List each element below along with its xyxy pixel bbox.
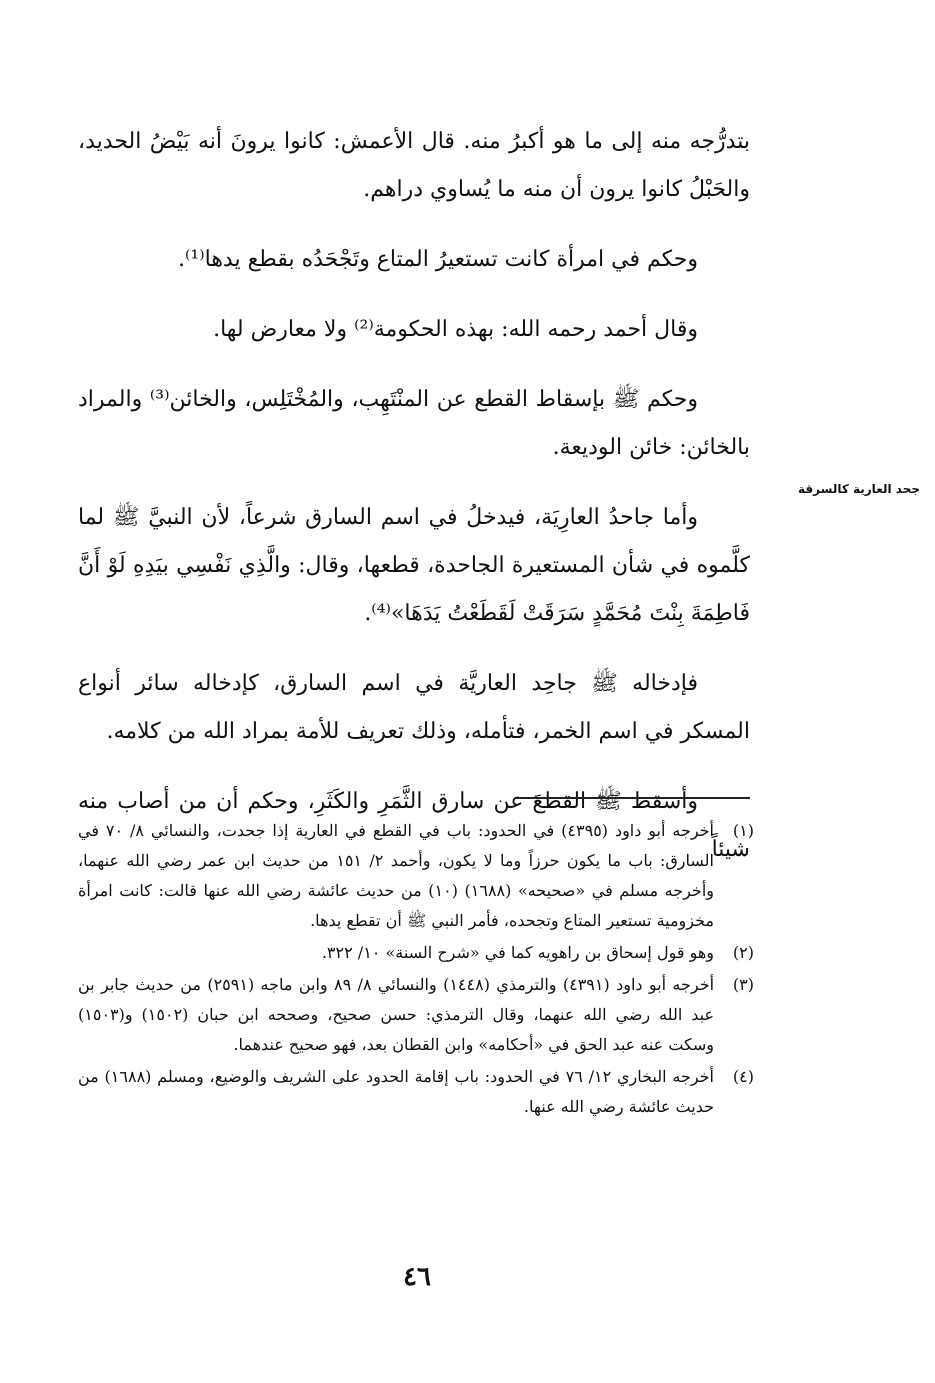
paragraph-2: وحكم في امرأة كانت تستعيرُ المتاع وتَجْحَدُه بقطع يدها⁽¹⁾.	[177, 247, 698, 272]
footnote-2	[78, 938, 754, 968]
footnote-text: أخرجه أبو داود (٤٣٩١) والترمذي (١٤٤٨) والنسائي ٨/ ٨٩ وابن ماجه (٢٥٩١) من حديث جابر بن عبد الله رضي الله عنهما، وقال الترمذي: حسن صحيح، وصححه ابن حبان (١٥٠٢) و(١٥٠٣) وسكت عنه عبد الحق في «أحكامه» وابن القطان بعد، فهو صحيح عندهما.	[78, 975, 715, 1054]
margin-note: جحد العارية كالسرقة	[798, 482, 920, 496]
footnote-text: أخرجه البخاري ١٢/ ٧٦ في الحدود: باب إقامة الحدود على الشريف والوضيع، ومسلم (١٦٨٨) من حديث عائشة رضي الله عنها.	[78, 1067, 714, 1116]
footnote-text: وهو قول إسحاق بن راهويه كما في «شرح السنة» ١٠/ ٣٢٢.	[321, 943, 714, 962]
paragraph-6: فإدخاله ﷺ جاحِد العاريَّة في اسم السارق، كإدخاله سائر أنواع المسكر في اسم الخمر، فتأمله، وذلك تعريف للأمة بمراد الله من كلامه.	[78, 671, 750, 744]
footnote-separator	[516, 797, 750, 799]
paragraph-5: وأما جاحدُ العارِيَة، فيدخلُ في اسم السارق شرعاً، لأن النبيَّ ﷺ لما كلَّموه في شأن المستعيرة الجاحدة، قطعها، وقال: والَّذِي نَفْسِي بيَدِهِ لَوْ أَنَّ فَاطِمَةَ بِنْتَ مُحَمَّدٍ سَرَقَتْ لَقَطَعْتُ يَدَهَا»⁽⁴⁾.	[78, 505, 750, 626]
footnote-number: (٣)	[732, 975, 754, 994]
footnote-number: (١)	[732, 821, 754, 840]
paragraph-3: وقال أحمد رحمه الله: بهذه الحكومة⁽²⁾ ولا معارض لها.	[213, 317, 698, 342]
main-text	[78, 118, 750, 896]
footnotes	[78, 816, 754, 1124]
footnote-1	[78, 816, 754, 936]
paragraph-1: بتدرُّجه منه إلى ما هو أكبرُ منه. قال الأعمش: كانوا يرونَ أنه بَيْضُ الحديد، والحَبْلُ كانوا يرون أن منه ما يُساوي دراهم.	[78, 129, 750, 202]
paragraph-4: وحكم ﷺ بإسقاط القطع عن المنْتَهِب، والمُخْتَلِس، والخائن⁽³⁾ والمراد بالخائن: خائن الوديعة.	[78, 387, 750, 460]
footnote-number: (٤)	[732, 1067, 754, 1086]
footnote-number: (٢)	[732, 943, 754, 962]
footnote-4	[78, 1062, 754, 1122]
page-number: ٤٦	[403, 1262, 431, 1292]
footnote-text: أخرجه أبو داود (٤٣٩٥) في الحدود: باب في القطع في العارية إذا جحدت، والنسائي ٨/ ٧٠ في السارق: باب ما يكون حرزاً وما لا يكون، وأحمد ٢/ ١٥١ من حديث ابن عمر رضي الله عنهما، وأخرجه مسلم في «صحيحه» (١٦٨٨) (١٠) من حديث عائشة رضي الله عنها قالت: كانت امرأة مخزومية تستعير المتاع وتجحده، فأمر النبي ﷺ أن تقطع يدها.	[78, 821, 715, 930]
paragraph-7: وأسقط ﷺ القطعَ عن سارق الثَّمَرِ والكَثَرِ، وحكم أن من أصاب منه شيئاً	[78, 789, 750, 862]
footnote-3	[78, 970, 754, 1060]
